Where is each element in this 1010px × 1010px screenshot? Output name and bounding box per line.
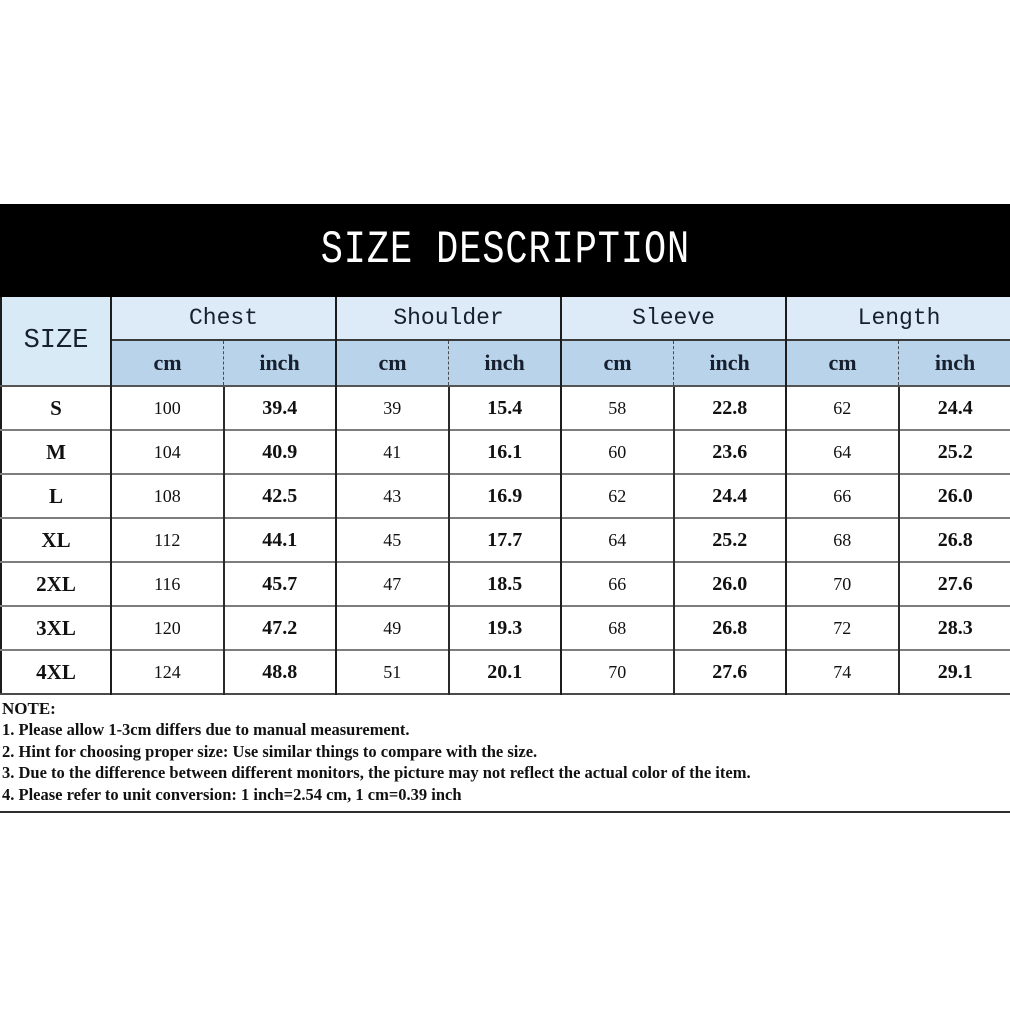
length-cm: 72: [786, 606, 899, 650]
table-row-xl: [1, 518, 1010, 562]
note-line-2: 2. Hint for choosing proper size: Use similar things to compare with the size.: [2, 741, 538, 761]
unit-header-row: [1, 340, 1010, 386]
shoulder-inch: 16.9: [449, 474, 562, 518]
page-title: SIZE DESCRIPTION: [320, 224, 690, 277]
length-cm: 64: [786, 430, 899, 474]
sleeve-inch: 23.6: [674, 430, 787, 474]
length-inch: 26.8: [899, 518, 1010, 562]
sleeve-cm: 58: [561, 386, 674, 430]
sleeve-inch: 26.0: [674, 562, 787, 606]
top-whitespace: [0, 0, 1010, 204]
group-header-chest: Chest: [111, 297, 336, 340]
sleeve-inch: 25.2: [674, 518, 787, 562]
length-cm: 74: [786, 650, 899, 694]
group-header-row: [1, 297, 1010, 340]
chest-cm: 116: [111, 562, 224, 606]
chest-inch: 40.9: [224, 430, 337, 474]
unit-header-inch: inch: [449, 340, 562, 386]
sleeve-cm: 62: [561, 474, 674, 518]
shoulder-inch: 18.5: [449, 562, 562, 606]
shoulder-inch: 16.1: [449, 430, 562, 474]
chest-cm: 112: [111, 518, 224, 562]
size-label: 4XL: [1, 650, 111, 694]
shoulder-inch: 15.4: [449, 386, 562, 430]
group-header-length: Length: [786, 297, 1010, 340]
chest-inch: 39.4: [224, 386, 337, 430]
unit-header-cm: cm: [111, 340, 224, 386]
length-cm: 68: [786, 518, 899, 562]
shoulder-inch: 19.3: [449, 606, 562, 650]
chest-inch: 42.5: [224, 474, 337, 518]
chest-inch: 47.2: [224, 606, 337, 650]
table-row-m: [1, 430, 1010, 474]
unit-header-inch: inch: [899, 340, 1010, 386]
shoulder-cm: 45: [336, 518, 449, 562]
title-banner: [0, 204, 1010, 297]
table-row-l: [1, 474, 1010, 518]
sleeve-cm: 60: [561, 430, 674, 474]
length-cm: 62: [786, 386, 899, 430]
table-row-4xl: [1, 650, 1010, 694]
chest-cm: 124: [111, 650, 224, 694]
length-inch: 28.3: [899, 606, 1010, 650]
table-row-2xl: [1, 562, 1010, 606]
unit-header-inch: inch: [224, 340, 337, 386]
size-label: 2XL: [1, 562, 111, 606]
shoulder-cm: 51: [336, 650, 449, 694]
sleeve-cm: 64: [561, 518, 674, 562]
chest-cm: 104: [111, 430, 224, 474]
group-header-shoulder: Shoulder: [336, 297, 561, 340]
notes-heading: NOTE:: [2, 699, 56, 718]
size-column-header: SIZE: [1, 297, 111, 386]
sleeve-inch: 22.8: [674, 386, 787, 430]
length-inch: 29.1: [899, 650, 1010, 694]
table-row-3xl: [1, 606, 1010, 650]
size-label: M: [1, 430, 111, 474]
note-line-1: 1. Please allow 1-3cm differs due to manual measurement.: [2, 720, 410, 739]
sleeve-cm: 70: [561, 650, 674, 694]
shoulder-cm: 43: [336, 474, 449, 518]
notes-section: [0, 695, 1010, 813]
size-label: 3XL: [1, 606, 111, 650]
unit-header-inch: inch: [674, 340, 787, 386]
shoulder-inch: 20.1: [449, 650, 562, 694]
size-label: S: [1, 386, 111, 430]
shoulder-cm: 39: [336, 386, 449, 430]
chest-inch: 45.7: [224, 562, 337, 606]
sleeve-cm: 68: [561, 606, 674, 650]
table-row-s: [1, 386, 1010, 430]
size-label: XL: [1, 518, 111, 562]
chest-cm: 100: [111, 386, 224, 430]
shoulder-cm: 49: [336, 606, 449, 650]
chest-inch: 48.8: [224, 650, 337, 694]
note-line-4: 4. Please refer to unit conversion: 1 inch=2.54 cm, 1 cm=0.39 inch: [2, 784, 462, 804]
shoulder-cm: 41: [336, 430, 449, 474]
sleeve-cm: 66: [561, 562, 674, 606]
size-label: L: [1, 474, 111, 518]
unit-header-cm: cm: [786, 340, 899, 386]
length-inch: 27.6: [899, 562, 1010, 606]
chest-inch: 44.1: [224, 518, 337, 562]
unit-header-cm: cm: [561, 340, 674, 386]
length-inch: 24.4: [899, 386, 1010, 430]
size-table: [0, 297, 1010, 695]
sleeve-inch: 26.8: [674, 606, 787, 650]
unit-header-cm: cm: [336, 340, 449, 386]
note-line-3: 3. Due to the difference between different monitors, the picture may not reflect the actual color of the item.: [2, 763, 751, 782]
chest-cm: 108: [111, 474, 224, 518]
chest-cm: 120: [111, 606, 224, 650]
shoulder-inch: 17.7: [449, 518, 562, 562]
length-inch: 26.0: [899, 474, 1010, 518]
length-inch: 25.2: [899, 430, 1010, 474]
sleeve-inch: 27.6: [674, 650, 787, 694]
sleeve-inch: 24.4: [674, 474, 787, 518]
length-cm: 70: [786, 562, 899, 606]
shoulder-cm: 47: [336, 562, 449, 606]
length-cm: 66: [786, 474, 899, 518]
group-header-sleeve: Sleeve: [561, 297, 786, 340]
